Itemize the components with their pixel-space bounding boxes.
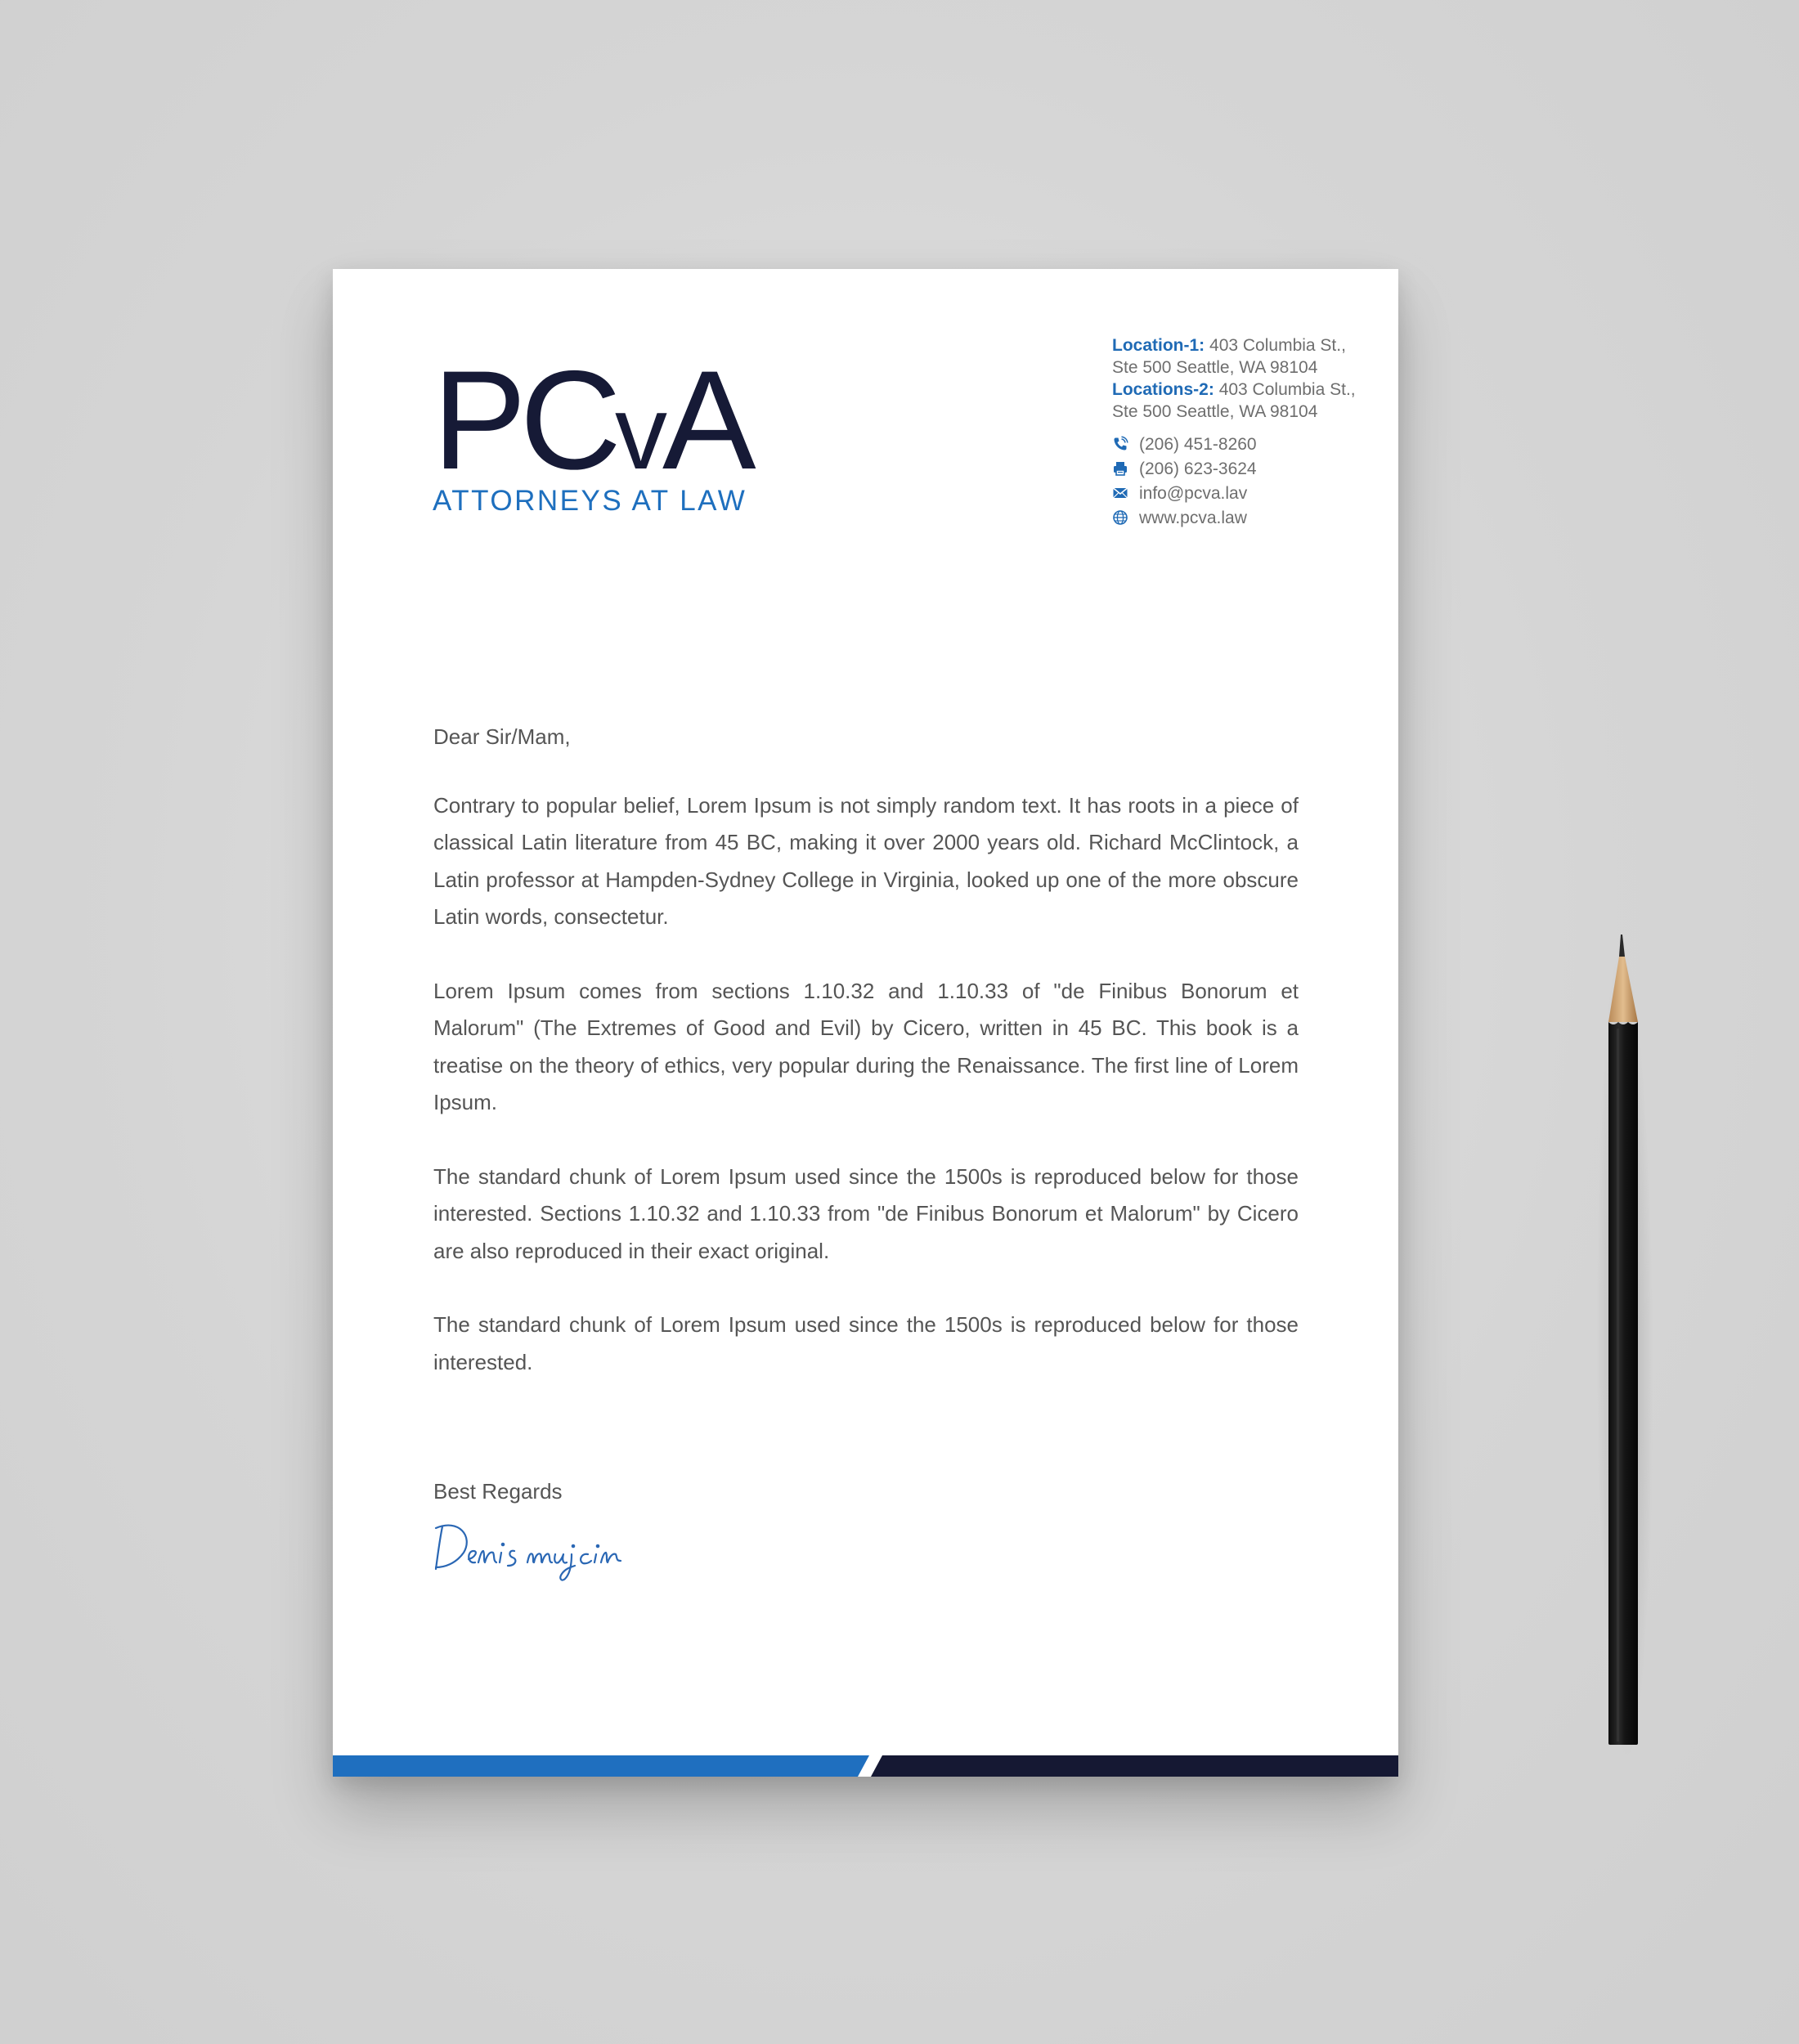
location-1-line2: Ste 500 Seattle, WA 98104 [1112, 358, 1318, 377]
location-2-line2: Ste 500 Seattle, WA 98104 [1112, 402, 1318, 421]
paragraph-3: The standard chunk of Lorem Ipsum used since the 1500s is reproduced below for those interested. Sections 1.10.32 and 1.10.33 from "de Finibus Bonorum et Malorum" by Cicero are also reproduced in their exact original. [433, 1163, 1299, 1263]
letter-body [433, 719, 1299, 1418]
contact-phone [1112, 432, 1382, 456]
contact-block [1112, 334, 1382, 530]
pencil [1603, 932, 1649, 1750]
logo-mark-v: v [614, 374, 662, 491]
paragraph-4: The standard chunk of Lorem Ipsum used since the 1500s is reproduced below for those interested. [433, 1312, 1299, 1374]
contact-website [1112, 505, 1382, 530]
logo-subtitle: ATTORNEYS AT LAW [433, 485, 747, 517]
company-logo [433, 342, 784, 518]
location-1 [1112, 334, 1382, 379]
location-1-line1: 403 Columbia St., [1209, 336, 1346, 355]
paragraph-1: Contrary to popular belief, Lorem Ipsum is not simply random text. It has roots in a piece of classical Latin literature from 45 BC, making it over 2000 years old. Richard McClintock, a Latin professor at Hampden-Sydney College in Virginia, looked up one of the more obscure Latin words, consectetur. [433, 792, 1299, 929]
logo-wordmark [433, 342, 784, 499]
globe-icon [1112, 509, 1128, 526]
contact-website-text: www.pcva.law [1139, 508, 1247, 527]
logo-mark-prefix: PC [433, 342, 615, 499]
location-2 [1112, 379, 1382, 423]
contact-fax [1112, 456, 1382, 481]
contact-fax-text: (206) 623-3624 [1139, 459, 1257, 478]
location-2-line1: 403 Columbia St., [1218, 380, 1356, 399]
logo-mark-suffix: A [662, 342, 750, 499]
footer-bars [333, 1755, 1398, 1777]
contact-phone-text: (206) 451-8260 [1139, 434, 1257, 454]
phone-icon [1112, 436, 1128, 452]
contact-email-text: info@pcva.lav [1139, 483, 1248, 503]
contact-list [1112, 432, 1382, 530]
location-1-label: Location-1: [1112, 336, 1205, 355]
location-2-label: Locations-2: [1112, 380, 1214, 399]
closing-text: Best Regards [433, 1479, 563, 1504]
paragraph-2: Lorem Ipsum comes from sections 1.10.32 and 1.10.33 of "de Finibus Bonorum et Malorum" (The Extremes of Good and Evil) by Cicero, written in 45 BC. This book is a treatise on the theory of ethics, very popular during the Renaissance. The first line of Lorem Ipsum. [433, 978, 1299, 1114]
letterhead-sheet [333, 269, 1398, 1777]
signature [431, 1512, 627, 1585]
fax-icon [1112, 460, 1128, 477]
contact-email [1112, 481, 1382, 505]
email-icon [1112, 485, 1128, 501]
salutation: Dear Sir/Mam, [433, 724, 571, 749]
